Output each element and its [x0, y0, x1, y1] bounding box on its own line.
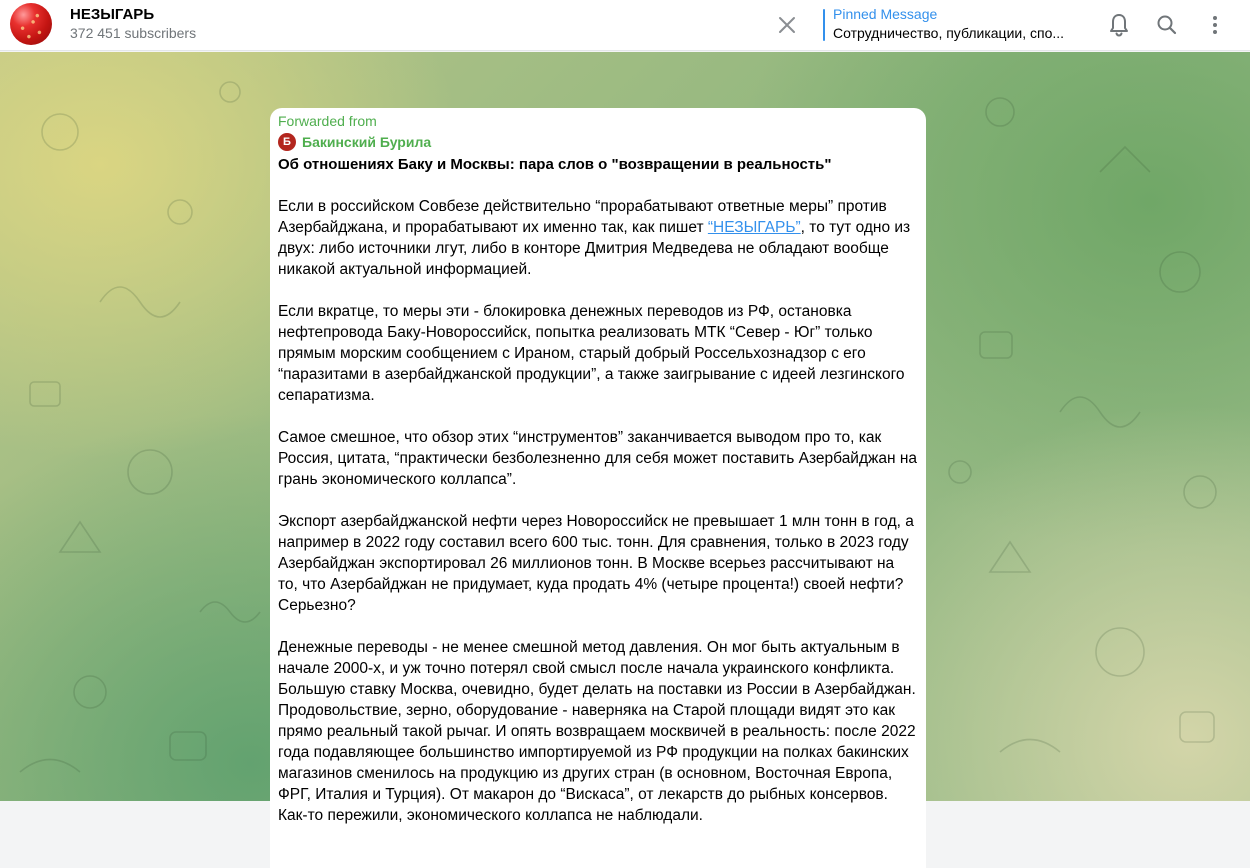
pinned-message-title[interactable]: Pinned Message [833, 6, 938, 22]
message-paragraph-4: Экспорт азербайджанской нефти через Новороссийск не превышает 1 млн тонн в год, а например в 2022 году составил всего 600 тыс. тонн. Для сравнения, только в 2023 году Азербайджан экспортировал 26 миллионов тонн. В Москве всерьез рассчитывают на то, что Азербайджан не придумает, куда продать 4% (четыре процента!) своей нефти? Серьезно? [278, 513, 914, 614]
search-button[interactable] [1150, 8, 1184, 42]
pinned-message-preview[interactable]: Сотрудничество, публикации, спо... [833, 25, 1065, 41]
close-icon [770, 8, 804, 42]
message-bubble[interactable] [270, 108, 926, 868]
forward-source[interactable] [278, 131, 918, 153]
bell-icon [1102, 8, 1136, 42]
forwarded-label: Forwarded from [278, 113, 377, 129]
message-paragraph-2: Если вкратце, то меры эти - блокировка денежных переводов из РФ, остановка нефтепровода Баку-Новороссийск, попытка реализовать МТК “Север - Юг” только прямым морским сообщением с Ираном, старый добрый Россельхознадзор с его “паразитами в азербайджанской продукции”, а также заигрывание с идеей лезгинского сепаратизма. [278, 303, 905, 404]
mute-button[interactable] [1102, 8, 1136, 42]
message-paragraph-1: Если в российском Совбезе действительно “прорабатывают ответные меры” против Азербайджана, и прорабатывают их именно так, как пишет “НЕЗЫГАРЬ”, то тут одно из двух: либо источники лгут, либо в конторе Дмитрия Медведева не обладают вообще никакой актуальной информацией. [278, 198, 911, 278]
close-pinned-button[interactable] [770, 8, 804, 42]
message-title: Об отношениях Баку и Москвы: пара слов о "возвращении в реальность" [278, 156, 832, 173]
more-options-button[interactable] [1198, 8, 1232, 42]
more-vertical-icon [1198, 8, 1232, 42]
subscriber-count: 372 451 subscribers [70, 25, 197, 41]
channel-avatar[interactable] [10, 3, 52, 45]
pinned-indicator [823, 9, 825, 41]
source-name[interactable]: Бакинский Бурила [302, 134, 432, 150]
search-icon [1150, 8, 1184, 42]
chat-header [0, 0, 1250, 51]
channel-mention-link[interactable]: “НЕЗЫГАРЬ” [707, 219, 801, 236]
chat-background [0, 52, 1250, 824]
message-paragraph-3: Самое смешное, что обзор этих “инструментов” заканчивается выводом про то, как Россия, цитата, “практически безболезненно для себя может поставить Азербайджан на грань экономического коллапса”. [278, 429, 918, 488]
source-avatar[interactable]: Б [278, 133, 296, 151]
channel-name[interactable]: НЕЗЫГАРЬ [70, 6, 155, 23]
message-paragraph-5: Денежные переводы - не менее смешной метод давления. Он мог быть актуальным в начале 2000-х, и уж точно потерял свой смысл после начала украинского конфликта. Большую ставку Москва, очевидно, будет делать на поставки из России в Азербайджан. Продовольствие, зерно, оборудование - наверняка на Старой площади видят это как прямо реальный такой рычаг. И опять возвращаем москвичей в реальность: после 2022 года подавляющее большинство импортируемой из РФ продукции на полках бакинских магазинов сменилось на продукцию из других стран (в основном, Восточная Европа, ФРГ, Италия и Турция). От макарон до “Вискаса”, от лекарств до рыбных консервов. Как-то пережили, экономического коллапса не наблюдали. [278, 639, 916, 824]
